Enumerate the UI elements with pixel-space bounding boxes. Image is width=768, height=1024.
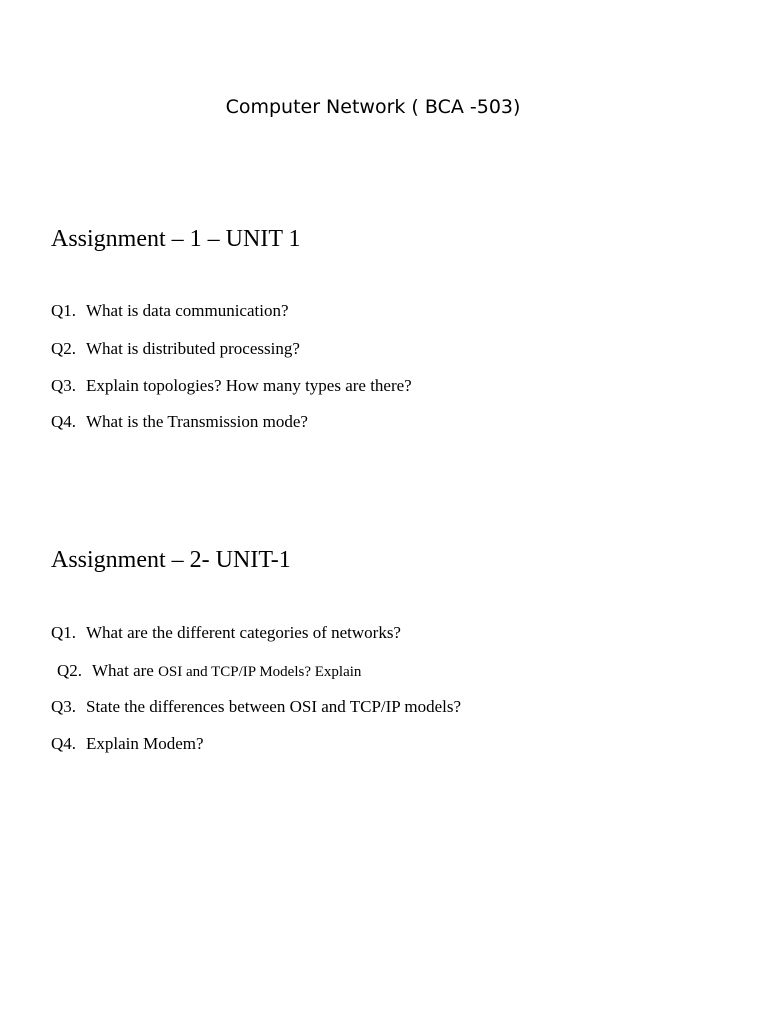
- question-text: What are: [92, 661, 154, 680]
- question-text: What are the different categories of networks?: [86, 623, 401, 642]
- question-number: Q4.: [51, 734, 77, 753]
- question-item: [51, 733, 204, 755]
- question-text: Explain Modem?: [86, 734, 204, 753]
- question-item: [57, 660, 361, 683]
- question-item: [51, 300, 289, 322]
- question-item: [51, 696, 461, 718]
- assignment-1-heading: Assignment – 1 – UNIT 1: [51, 226, 301, 252]
- assignment-2-heading: Assignment – 2- UNIT-1: [51, 547, 291, 573]
- question-text: State the differences between OSI and TCP/IP models?: [86, 697, 462, 716]
- question-item: [51, 338, 300, 360]
- question-text: What is data communication?: [86, 301, 289, 320]
- question-number: Q2.: [57, 661, 83, 680]
- question-text: What is the Transmission mode?: [86, 412, 308, 431]
- question-number: Q1.: [51, 301, 77, 320]
- question-number: Q4.: [51, 412, 77, 431]
- question-item: [51, 375, 412, 397]
- question-text: What is distributed processing?: [86, 339, 300, 358]
- document-title: Computer Network ( BCA -503): [225, 96, 521, 118]
- question-number: Q1.: [51, 623, 77, 642]
- question-item: [51, 622, 401, 644]
- question-number: Q3.: [51, 376, 77, 395]
- question-text-small: OSI and TCP/IP Models? Explain: [158, 664, 362, 680]
- question-item: [51, 411, 308, 433]
- question-number: Q3.: [51, 697, 77, 716]
- question-text: Explain topologies? How many types are there?: [86, 376, 412, 395]
- question-number: Q2.: [51, 339, 77, 358]
